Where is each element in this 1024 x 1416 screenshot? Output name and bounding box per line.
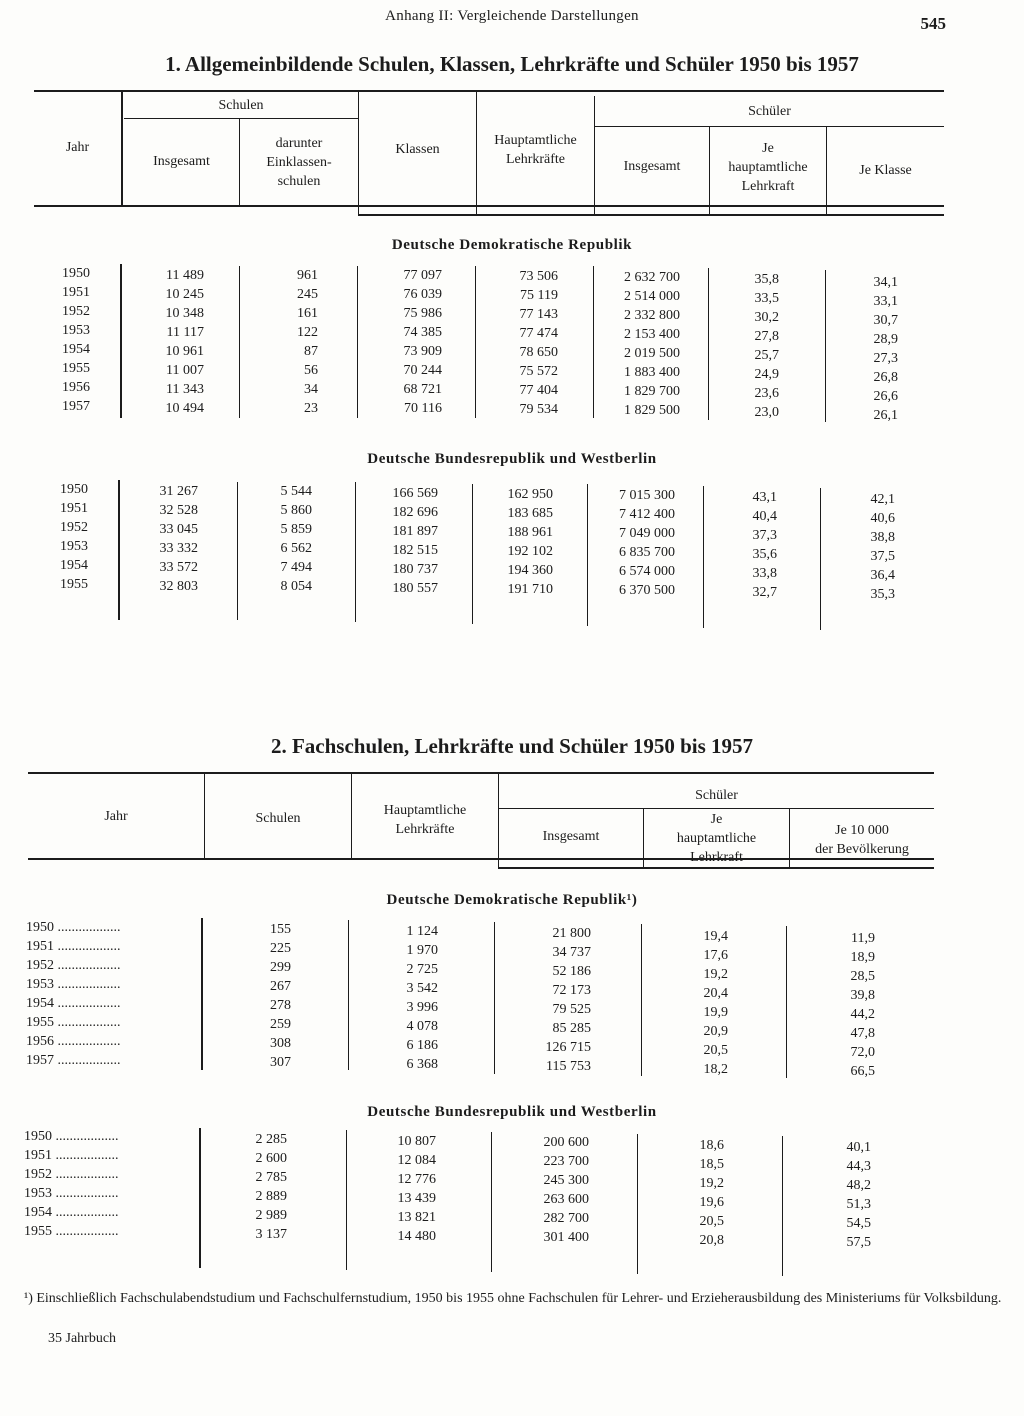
t2-ddr-je-bev-cell: 11,9 <box>851 931 875 946</box>
t2-brd-je-lehrkraft-cell: 18,5 <box>699 1157 724 1172</box>
t1-ddr-schulen-cell: 10 961 <box>165 344 204 359</box>
t1-brd-schueler-cell: 7 015 300 <box>619 488 675 503</box>
page-footer: 35 Jahrbuch <box>48 1331 117 1346</box>
t2-ddr-je-lehrkraft-cell: 17,6 <box>703 948 728 963</box>
t1-ddr-lehrkraefte-cell: 75 572 <box>519 364 558 379</box>
t2-col-schulen: Schulen <box>255 811 301 826</box>
t2-brd-je-lehrkraft-cell: 20,8 <box>699 1233 724 1248</box>
t1-ddr-je-lehrkraft-cell: 23,0 <box>754 405 779 420</box>
t1-ddr-years-cell: 1952 <box>62 304 90 319</box>
t1-brd-years-cell: 1950 <box>60 482 88 497</box>
t1-ddr-schulen <box>124 266 204 418</box>
t2-brd-schueler-cell: 223 700 <box>543 1154 589 1169</box>
t2-col-schueler: Schüler <box>695 788 738 803</box>
t1-brd-je-lehrkraft <box>704 488 777 602</box>
t2-ddr-vline-3 <box>494 922 495 1074</box>
t1-brd-schulen-cell: 33 045 <box>159 522 198 537</box>
t1-ddr-years-cell: 1951 <box>62 285 90 300</box>
t2-brd-schueler-cell: 200 600 <box>543 1135 589 1150</box>
t2-brd-schueler-cell: 301 400 <box>543 1230 589 1245</box>
t2-brd-je-bev-cell: 44,3 <box>846 1159 871 1174</box>
t2-ddr-schueler-cell: 34 737 <box>552 945 591 960</box>
t1-ddr-lehrkraefte-cell: 77 474 <box>519 326 558 341</box>
t1-brd-je-klasse-cell: 42,1 <box>870 492 895 507</box>
t2-schueler-group-rule <box>498 808 934 809</box>
t1-ddr-je-klasse-cell: 27,3 <box>873 351 898 366</box>
t2-je-lehrkraft-line3: Lehrkraft <box>690 850 743 865</box>
t2-ddr-je-lehrkraft-cell: 18,2 <box>703 1062 728 1077</box>
running-head: Anhang II: Vergleichende Darstellungen <box>385 8 639 24</box>
t1-brd-schueler-cell: 6 574 000 <box>619 564 675 579</box>
table2-top-rule <box>28 772 934 774</box>
t2-brd-vline-1 <box>199 1128 201 1268</box>
t2-ddr-je-lehrkraft-cell: 19,2 <box>703 967 728 982</box>
t1-ddr-schueler-cell: 2 153 400 <box>624 327 680 342</box>
t2-brd-years-cell: 1955 .................. <box>24 1224 119 1239</box>
schueler-group-rule <box>594 126 944 127</box>
t2-brd-years-cell: 1954 .................. <box>24 1205 119 1220</box>
t2-brd-lehrkraefte-cell: 12 084 <box>397 1153 436 1168</box>
t1-ddr-schueler <box>594 268 680 420</box>
t2-lehrkraefte-line1: Hauptamtliche <box>383 803 467 818</box>
t1-brd-years-cell: 1951 <box>60 501 88 516</box>
t2-brd-lehrkraefte-cell: 12 776 <box>397 1172 436 1187</box>
t1-brd-years-cell: 1952 <box>60 520 88 535</box>
t1-brd-je-lehrkraft-cell: 32,7 <box>752 585 777 600</box>
t1-ddr-einklassen-cell: 23 <box>304 401 318 416</box>
t2-ddr-je-bev-cell: 66,5 <box>850 1064 875 1079</box>
t1-brd-schueler-cell: 7 049 000 <box>619 526 675 541</box>
t1-ddr-schulen-cell: 11 489 <box>166 268 204 283</box>
t1-ddr-schulen-cell: 10 348 <box>165 306 204 321</box>
t2-brd-years <box>24 1127 119 1241</box>
t2-brd-je-bev-cell: 40,1 <box>846 1140 871 1155</box>
t1-ddr-schulen-cell: 11 117 <box>166 325 204 340</box>
t2-brd-years-cell: 1952 .................. <box>24 1167 119 1182</box>
t1-brd-schulen-cell: 33 572 <box>159 560 198 575</box>
t2-brd-schulen-cell: 2 600 <box>255 1151 287 1166</box>
t1-ddr-schueler-cell: 1 829 700 <box>624 384 680 399</box>
t1-col-je-klasse: Je Klasse <box>859 163 912 178</box>
t1-je-lehrkraft-line2: hauptamtliche <box>728 160 808 175</box>
t1-ddr-je-klasse-cell: 26,8 <box>873 370 898 385</box>
t2-col-je-bev <box>790 821 934 859</box>
t1-ddr-einklassen-cell: 961 <box>297 268 318 283</box>
t1-brd-years-cell: 1953 <box>60 539 88 554</box>
t1-section-brd: Deutsche Bundesrepublik und Westberlin <box>367 451 657 467</box>
t1-einklassen-line3: schulen <box>277 174 321 189</box>
t1-brd-je-klasse-cell: 40,6 <box>870 511 895 526</box>
t2-ddr-schueler-cell: 21 800 <box>552 926 591 941</box>
t1-brd-je-lehrkraft-cell: 33,8 <box>752 566 777 581</box>
t2-brd-je-lehrkraft-cell: 20,5 <box>699 1214 724 1229</box>
t2-section-ddr: Deutsche Demokratische Republik¹) <box>386 892 638 908</box>
t1-brd-schulen-cell: 32 528 <box>159 503 198 518</box>
t1-brd-je-lehrkraft-cell: 43,1 <box>752 490 777 505</box>
t2-ddr-je-lehrkraft-cell: 20,5 <box>703 1043 728 1058</box>
t1-ddr-schueler-cell: 2 019 500 <box>624 346 680 361</box>
t2-ddr-years-cell: 1954 .................. <box>26 996 121 1011</box>
t1-ddr-klassen-cell: 70 244 <box>403 363 442 378</box>
t1-ddr-einklassen-cell: 87 <box>304 344 318 359</box>
table1-top-rule <box>34 90 944 92</box>
t2-ddr-schueler-cell: 52 186 <box>552 964 591 979</box>
t2-brd-lehrkraefte-cell: 14 480 <box>397 1229 436 1244</box>
t1-ddr-schueler-cell: 1 883 400 <box>624 365 680 380</box>
t1-ddr-schueler-cell: 2 632 700 <box>624 270 680 285</box>
t1-ddr-schueler-cell: 2 332 800 <box>624 308 680 323</box>
table2-title: 2. Fachschulen, Lehrkräfte und Schüler 1950 bis 1957 <box>270 734 754 758</box>
table1-header-bottom-rule-2 <box>358 214 944 216</box>
t2-brd-years-cell: 1950 .................. <box>24 1129 119 1144</box>
t1-brd-years <box>60 480 88 594</box>
t1-ddr-lehrkraefte-cell: 79 534 <box>519 402 558 417</box>
t2-ddr-schulen-cell: 299 <box>270 960 291 975</box>
t1-ddr-klassen-cell: 70 116 <box>404 401 442 416</box>
t1-brd-lehrkraefte <box>473 485 553 599</box>
t1-col-schueler-insgesamt: Insgesamt <box>623 159 681 174</box>
t2-brd-vline-3 <box>491 1132 492 1272</box>
t1-brd-je-klasse <box>821 490 895 604</box>
t2-brd-je-bev-cell: 57,5 <box>846 1235 871 1250</box>
t1-ddr-years-cell: 1957 <box>62 399 90 414</box>
t1-brd-vline-1 <box>118 480 120 620</box>
t1-brd-schulen-cell: 31 267 <box>159 484 198 499</box>
t1-ddr-einklassen-cell: 34 <box>304 382 318 397</box>
t2-ddr-je-lehrkraft-cell: 20,9 <box>703 1024 728 1039</box>
t1-ddr-schueler-cell: 1 829 500 <box>624 403 680 418</box>
t1-ddr-klassen-cell: 73 909 <box>403 344 442 359</box>
t1-brd-years-cell: 1955 <box>60 577 88 592</box>
t1-col-jahr: Jahr <box>65 140 90 155</box>
table2-header-bottom-rule-2 <box>498 867 934 869</box>
t1-ddr-schulen-cell: 10 494 <box>165 401 204 416</box>
t1-brd-einklassen-cell: 6 562 <box>280 541 312 556</box>
t2-ddr-je-lehrkraft-cell: 19,4 <box>703 929 728 944</box>
t1-col-schueler: Schüler <box>748 104 791 119</box>
footnote: ¹) Einschließlich Fachschulabendstudium und Fachschulfernstudium, 1950 bis 1955 ohne Fachschulen für Lehrer- und Erzieherausbildung des Ministeriums für Volksbildung. <box>24 1291 1002 1306</box>
t1-section-ddr: Deutsche Demokratische Republik <box>391 237 633 253</box>
t2-ddr-vline-4 <box>641 924 642 1076</box>
t1-brd-lehrkraefte-cell: 194 360 <box>507 563 553 578</box>
t1-ddr-schulen-cell: 11 343 <box>166 382 204 397</box>
t1-ddr-einklassen <box>240 266 318 418</box>
t2-ddr-schueler-cell: 72 173 <box>552 983 591 998</box>
t2-brd-lehrkraefte-cell: 13 439 <box>397 1191 436 1206</box>
t1-brd-klassen-cell: 180 557 <box>392 581 438 596</box>
t2-ddr-years-cell: 1950 .................. <box>26 920 121 935</box>
t2-ddr-lehrkraefte-cell: 1 970 <box>406 943 438 958</box>
t1-ddr-lehrkraefte-cell: 73 506 <box>519 269 558 284</box>
t2-ddr-schueler-cell: 85 285 <box>552 1021 591 1036</box>
page-number: 545 <box>920 14 946 33</box>
t2-brd-lehrkraefte <box>350 1132 436 1246</box>
t1-ddr-klassen <box>358 266 442 418</box>
t2-ddr-schulen-cell: 308 <box>270 1036 291 1051</box>
t1-brd-je-lehrkraft-cell: 35,6 <box>752 547 777 562</box>
t2-ddr-je-lehrkraft-cell: 20,4 <box>703 986 728 1001</box>
t1-ddr-je-klasse-cell: 34,1 <box>873 275 898 290</box>
t2-brd-schueler-cell: 263 600 <box>543 1192 589 1207</box>
t2-ddr-schueler-cell: 79 525 <box>552 1002 591 1017</box>
t2-brd-schueler-cell: 282 700 <box>543 1211 589 1226</box>
t1-brd-je-lehrkraft-cell: 40,4 <box>752 509 777 524</box>
t1-col-klassen: Klassen <box>395 142 440 157</box>
t1-ddr-klassen-cell: 74 385 <box>403 325 442 340</box>
t1-ddr-years <box>62 264 90 416</box>
t1-ddr-einklassen-cell: 122 <box>297 325 318 340</box>
t2-ddr-lehrkraefte-cell: 4 078 <box>406 1019 438 1034</box>
t2-ddr-years-cell: 1955 .................. <box>26 1015 121 1030</box>
t1-ddr-schulen-cell: 11 007 <box>166 363 204 378</box>
schulen-group-rule <box>124 118 358 119</box>
t1-brd-einklassen-cell: 5 860 <box>280 503 312 518</box>
t1-col-einklassen <box>240 134 358 191</box>
t1-ddr-klassen-cell: 75 986 <box>403 306 442 321</box>
t1-ddr-vline-1 <box>120 264 122 418</box>
t1-brd-klassen-cell: 181 897 <box>392 524 438 539</box>
t2-brd-je-bev <box>786 1138 871 1252</box>
t1-lehrkraefte-line2: Lehrkräfte <box>505 152 566 167</box>
t1-ddr-schueler-cell: 2 514 000 <box>624 289 680 304</box>
t1-brd-schueler-cell: 7 412 400 <box>619 507 675 522</box>
t1-ddr-einklassen-cell: 245 <box>297 287 318 302</box>
t2-ddr-vline-2 <box>348 920 349 1070</box>
t1-ddr-einklassen-cell: 56 <box>304 363 318 378</box>
t1-ddr-lehrkraefte-cell: 77 143 <box>519 307 558 322</box>
t2-brd-je-lehrkraft-cell: 19,2 <box>699 1176 724 1191</box>
t1-ddr-je-lehrkraft-cell: 30,2 <box>754 310 779 325</box>
t1-brd-je-klasse-cell: 36,4 <box>870 568 895 583</box>
t1-brd-einklassen-cell: 7 494 <box>280 560 312 575</box>
t2-brd-je-lehrkraft-cell: 18,6 <box>699 1138 724 1153</box>
t1-brd-lehrkraefte-cell: 162 950 <box>507 487 553 502</box>
t2-brd-schulen-cell: 2 785 <box>255 1170 287 1185</box>
t1-ddr-lehrkraefte-cell: 78 650 <box>519 345 558 360</box>
t2-ddr-je-bev-cell: 47,8 <box>850 1026 875 1041</box>
t2-ddr-je-bev <box>790 929 875 1081</box>
t2-ddr-je-bev-cell: 72,0 <box>850 1045 875 1060</box>
t2-col-lehrkraefte <box>352 801 498 839</box>
t2-col-insgesamt: Insgesamt <box>542 829 600 844</box>
t2-ddr-years <box>26 918 121 1070</box>
t1-ddr-je-lehrkraft-cell: 27,8 <box>754 329 779 344</box>
t2-ddr-je-lehrkraft <box>644 927 728 1079</box>
t2-ddr-je-bev-cell: 44,2 <box>850 1007 875 1022</box>
t1-brd-years-cell: 1954 <box>60 558 88 573</box>
t2-ddr-schulen <box>205 920 291 1072</box>
t1-brd-klassen <box>356 484 438 598</box>
t2-section-brd: Deutsche Bundesrepublik und Westberlin <box>367 1104 657 1120</box>
t1-ddr-einklassen-cell: 161 <box>297 306 318 321</box>
t1-ddr-je-klasse <box>826 273 898 425</box>
t2-ddr-schulen-cell: 225 <box>270 941 291 956</box>
t2-ddr-je-bev-cell: 28,5 <box>850 969 875 984</box>
t1-einklassen-line1: darunter <box>275 136 323 151</box>
t2-brd-schulen <box>203 1130 287 1244</box>
t1-ddr-years-cell: 1950 <box>62 266 90 281</box>
t1-ddr-years-cell: 1956 <box>62 380 90 395</box>
t1-brd-je-lehrkraft-cell: 37,3 <box>752 528 777 543</box>
t1-brd-schulen-cell: 32 803 <box>159 579 198 594</box>
t1-je-lehrkraft-line3: Lehrkraft <box>741 179 795 194</box>
t2-ddr-vline-5 <box>786 926 787 1078</box>
t1-ddr-lehrkraefte <box>476 267 558 419</box>
t1-lehrkraefte-line1: Hauptamtliche <box>494 133 577 148</box>
t2-brd-lehrkraefte-cell: 13 821 <box>397 1210 436 1225</box>
t1-brd-einklassen <box>238 482 312 596</box>
t2-brd-vline-4 <box>637 1134 638 1274</box>
t2-brd-schulen-cell: 2 285 <box>255 1132 287 1147</box>
t2-brd-je-bev-cell: 51,3 <box>846 1197 871 1212</box>
t1-ddr-je-lehrkraft-cell: 23,6 <box>754 386 779 401</box>
t2-ddr-lehrkraefte-cell: 2 725 <box>406 962 438 977</box>
t2-je-bev-line2: der Bevölkerung <box>815 842 909 857</box>
t2-ddr-lehrkraefte-cell: 6 368 <box>406 1057 438 1072</box>
t2-ddr-schueler <box>499 924 591 1076</box>
t1-ddr-je-lehrkraft-cell: 25,7 <box>754 348 779 363</box>
t1-brd-je-klasse-cell: 37,5 <box>870 549 895 564</box>
t1-brd-schueler <box>588 486 675 600</box>
t1-ddr-je-klasse-cell: 28,9 <box>873 332 898 347</box>
t2-ddr-schulen-cell: 267 <box>270 979 291 994</box>
t1-ddr-je-lehrkraft-cell: 35,8 <box>754 272 779 287</box>
t1-brd-klassen-cell: 182 515 <box>392 543 438 558</box>
t2-brd-schulen-cell: 2 989 <box>255 1208 287 1223</box>
t2-ddr-schueler-cell: 126 715 <box>545 1040 591 1055</box>
t1-brd-schueler-cell: 6 835 700 <box>619 545 675 560</box>
t2-je-lehrkraft-line1: Je <box>710 812 723 827</box>
t2-ddr-lehrkraefte-cell: 6 186 <box>406 1038 438 1053</box>
t2-ddr-je-bev-cell: 18,9 <box>850 950 875 965</box>
t2-brd-je-lehrkraft-cell: 19,6 <box>699 1195 724 1210</box>
t2-ddr-je-lehrkraft-cell: 19,9 <box>703 1005 728 1020</box>
t2-ddr-years-cell: 1957 .................. <box>26 1053 121 1068</box>
t2-brd-schueler <box>495 1133 589 1247</box>
t2-brd-schueler-cell: 245 300 <box>543 1173 589 1188</box>
t1-ddr-je-lehrkraft <box>709 270 779 422</box>
t2-brd-je-lehrkraft <box>640 1136 724 1250</box>
t2-brd-years-cell: 1951 .................. <box>24 1148 119 1163</box>
t2-ddr-vline-1 <box>201 918 203 1070</box>
table1-title: 1. Allgemeinbildende Schulen, Klassen, Lehrkräfte und Schüler 1950 bis 1957 <box>165 52 859 76</box>
t1-ddr-klassen-cell: 68 721 <box>403 382 442 397</box>
t2-ddr-schulen-cell: 307 <box>270 1055 291 1070</box>
t2-brd-je-bev-cell: 54,5 <box>846 1216 871 1231</box>
t1-ddr-je-klasse-cell: 26,6 <box>873 389 898 404</box>
t1-col-schulen: Schulen <box>218 98 264 113</box>
t2-ddr-je-bev-cell: 39,8 <box>850 988 875 1003</box>
t1-ddr-lehrkraefte-cell: 75 119 <box>520 288 558 303</box>
t2-lehrkraefte-line2: Lehrkräfte <box>395 822 455 837</box>
t1-ddr-lehrkraefte-cell: 77 404 <box>519 383 558 398</box>
t1-ddr-je-klasse-cell: 33,1 <box>873 294 898 309</box>
t2-col-jahr: Jahr <box>104 809 128 824</box>
t1-col-lehrkraefte <box>477 131 594 169</box>
t1-brd-schueler-cell: 6 370 500 <box>619 583 675 598</box>
t1-brd-lehrkraefte-cell: 188 961 <box>507 525 553 540</box>
t2-ddr-lehrkraefte-cell: 3 996 <box>406 1000 438 1015</box>
t2-ddr-schulen-cell: 155 <box>270 922 291 937</box>
t1-ddr-je-klasse-cell: 30,7 <box>873 313 898 328</box>
t1-brd-lehrkraefte-cell: 183 685 <box>507 506 553 521</box>
t2-je-lehrkraft-line2: hauptamtliche <box>676 831 757 846</box>
t2-ddr-schueler-cell: 115 753 <box>546 1059 591 1074</box>
t1-brd-klassen-cell: 182 696 <box>392 505 438 520</box>
t2-ddr-years-cell: 1953 .................. <box>26 977 121 992</box>
t1-brd-einklassen-cell: 5 859 <box>280 522 312 537</box>
t2-ddr-lehrkraefte <box>352 922 438 1074</box>
t2-ddr-lehrkraefte-cell: 1 124 <box>406 924 438 939</box>
t1-vline-1 <box>121 92 123 205</box>
t1-je-lehrkraft-line1: Je <box>762 141 774 156</box>
t1-ddr-klassen-cell: 77 097 <box>403 268 442 283</box>
t2-ddr-lehrkraefte-cell: 3 542 <box>406 981 438 996</box>
t1-brd-schulen-cell: 33 332 <box>159 541 198 556</box>
t2-brd-schulen-cell: 2 889 <box>255 1189 287 1204</box>
t1-brd-je-klasse-cell: 38,8 <box>870 530 895 545</box>
t1-col-je-lehrkraft <box>710 139 826 196</box>
t2-col-je-lehrkraft <box>644 810 789 867</box>
t1-brd-lehrkraefte-cell: 191 710 <box>507 582 553 597</box>
t1-ddr-klassen-cell: 76 039 <box>403 287 442 302</box>
t1-brd-klassen-cell: 180 737 <box>392 562 438 577</box>
t2-ddr-years-cell: 1956 .................. <box>26 1034 121 1049</box>
t1-ddr-schulen-cell: 10 245 <box>165 287 204 302</box>
t2-brd-vline-5 <box>782 1136 783 1276</box>
t1-ddr-je-lehrkraft-cell: 24,9 <box>754 367 779 382</box>
t1-brd-lehrkraefte-cell: 192 102 <box>507 544 553 559</box>
t1-einklassen-line2: Einklassen- <box>266 155 332 170</box>
t1-brd-einklassen-cell: 8 054 <box>280 579 312 594</box>
table1-header-bottom-rule <box>34 205 944 207</box>
t1-ddr-je-klasse-cell: 26,1 <box>873 408 898 423</box>
t1-ddr-years-cell: 1955 <box>62 361 90 376</box>
t2-brd-schulen-cell: 3 137 <box>255 1227 287 1242</box>
t1-ddr-years-cell: 1954 <box>62 342 90 357</box>
t2-ddr-schulen-cell: 278 <box>270 998 291 1013</box>
t2-ddr-years-cell: 1952 .................. <box>26 958 121 973</box>
t2-brd-vline-2 <box>346 1130 347 1270</box>
t2-ddr-schulen-cell: 259 <box>270 1017 291 1032</box>
t1-brd-je-klasse-cell: 35,3 <box>870 587 895 602</box>
t1-brd-klassen-cell: 166 569 <box>392 486 438 501</box>
t1-ddr-years-cell: 1953 <box>62 323 90 338</box>
t2-ddr-years-cell: 1951 .................. <box>26 939 121 954</box>
t1-brd-schulen <box>122 482 198 596</box>
t1-ddr-je-lehrkraft-cell: 33,5 <box>754 291 779 306</box>
t2-brd-years-cell: 1953 .................. <box>24 1186 119 1201</box>
t2-brd-lehrkraefte-cell: 10 807 <box>397 1134 436 1149</box>
t1-col-insgesamt: Insgesamt <box>153 154 210 169</box>
t2-brd-je-bev-cell: 48,2 <box>846 1178 871 1193</box>
t2-je-bev-line1: Je 10 000 <box>835 823 889 838</box>
t1-brd-einklassen-cell: 5 544 <box>280 484 312 499</box>
